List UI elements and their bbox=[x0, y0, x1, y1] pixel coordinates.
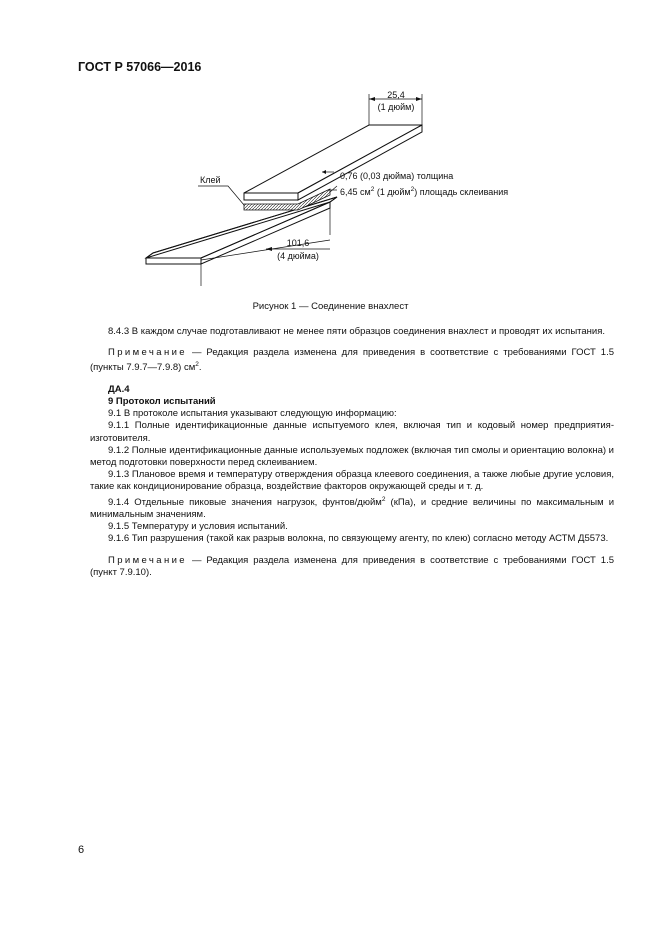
paragraph-8-4-3: 8.4.3 В каждом случае подготавливают не менее пяти образцов соединения внахлест и проводят их испытания. bbox=[108, 326, 606, 337]
paragraph-9-1-2: 9.1.2 Полные идентификационные данные используемых подложек (включая тип смолы и ориентацию волокна) и метод подготовки поверхности перед склеиванием. bbox=[90, 444, 614, 468]
length-unit: (4 дюйма) bbox=[277, 251, 319, 261]
area-label: 6,45 $см^2$ (1 дюйм$^2$) площадь склеивания bbox=[340, 186, 509, 197]
document-header: ГОСТ Р 57066—2016 bbox=[78, 60, 202, 74]
note-label: Примечание bbox=[108, 554, 187, 566]
length-value: 101,6 bbox=[286, 238, 310, 248]
lap-joint-drawing bbox=[140, 88, 560, 293]
note-label: Примечание bbox=[108, 347, 187, 359]
paragraph-9-1-6: 9.1.6 Тип разрушения (такой как разрыв волокна, по связующему агенту, по клею) согласно методу АСТМ Д5573. bbox=[108, 533, 609, 545]
note-2: Примечание — Редакция раздела изменена для приведения в соответствие с требованиями ГОСТ 1.5 (пункт 7.9.10). bbox=[90, 554, 614, 578]
paragraph-9-1: 9.1 В протоколе испытания указывают следующую информацию: bbox=[108, 408, 397, 420]
paragraph-9-1-5: 9.1.5 Температуру и условия испытаний. bbox=[108, 521, 288, 533]
adhesive-label: Клей bbox=[200, 175, 221, 185]
width-value: 25,4 bbox=[387, 90, 405, 100]
section-heading: 9 Протокол испытаний bbox=[108, 395, 216, 407]
lap-joint-figure bbox=[140, 88, 560, 293]
paragraph-9-1-1: 9.1.1 Полные идентификационные данные испытуемого клея, включая тип и кодовый номер предприятия-изготовителя. bbox=[90, 420, 614, 444]
thickness-label: 0,76 (0,03 дюйма) толщина bbox=[340, 171, 454, 181]
width-unit: (1 дюйм) bbox=[377, 102, 415, 112]
page-number: 6 bbox=[78, 844, 85, 856]
note-1: Примечание — Редакция раздела изменена для приведения в соответствие с требованиями ГОСТ 1.5 (пункты 7.9.7—7.9.8) $см^2$. bbox=[90, 347, 614, 374]
paragraph-9-1-4: 9.1.4 Отдельные пиковые значения нагрузок, фунтов/дюйм$^2$ (кПа), и средние величины по максимальным и минимальным значениям. bbox=[90, 495, 614, 520]
annex-heading: ДА.4 bbox=[108, 383, 130, 395]
figure-caption: Рисунок 1 — Соединение внахлест bbox=[252, 301, 409, 312]
main-text bbox=[90, 326, 614, 579]
paragraph-9-1-3: 9.1.3 Плановое время и температуру отверждения образца клеевого соединения, а также любые другие условия, такие как кондиционирование образца, воздействие факторов окружающей среды и т. д. bbox=[90, 469, 614, 493]
